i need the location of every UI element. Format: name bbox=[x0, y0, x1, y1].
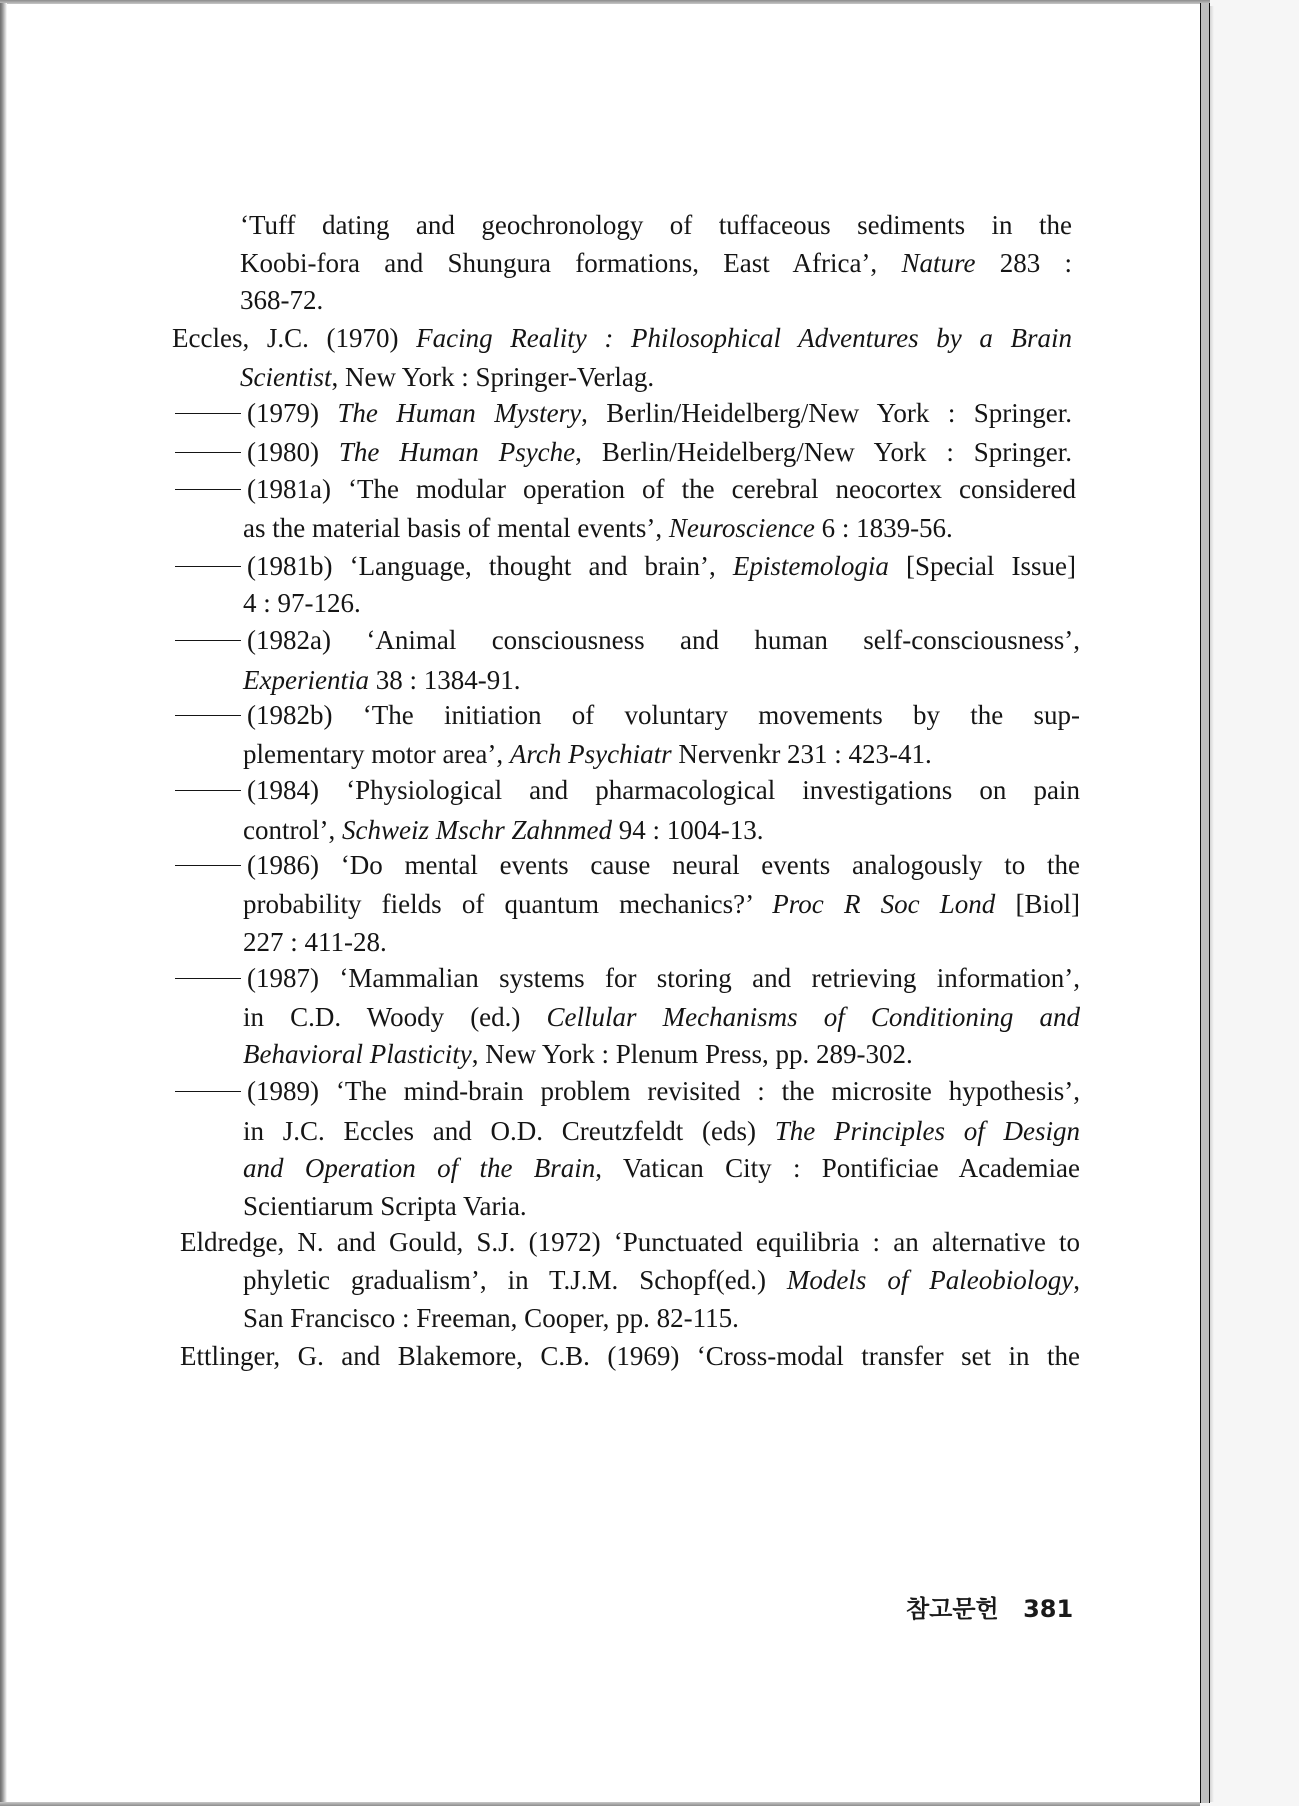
reference-text: Eccles, J.C. (1970) bbox=[172, 323, 417, 353]
italic-title: Nature bbox=[901, 248, 976, 278]
reference-text: plementary motor area’, bbox=[243, 739, 510, 769]
italic-title: The Human Psyche bbox=[338, 437, 576, 467]
reference-text: (1982a) ‘Animal consciousness and human self-consciousness’, bbox=[247, 625, 1080, 655]
reference-entry-continuation bbox=[175, 963, 1080, 993]
reference-text: Nervenkr 231 : 423-41. bbox=[671, 739, 932, 769]
reference-line bbox=[240, 248, 1072, 278]
reference-text: as the material basis of mental events’, bbox=[243, 513, 669, 543]
reference-line bbox=[243, 1265, 1080, 1295]
reference-text: , bbox=[1073, 1265, 1080, 1295]
reference-entry-continuation bbox=[175, 625, 1080, 655]
page-stack-edge bbox=[1200, 3, 1210, 1803]
reference-text: , Berlin/Heidelberg/New York : Springer. bbox=[581, 398, 1072, 428]
reference-text: Scientiarum Scripta Varia. bbox=[243, 1191, 527, 1221]
reference-text: 227 : 411-28. bbox=[243, 927, 387, 957]
reference-text: (1981a) ‘The modular operation of the cerebral neocortex considered bbox=[247, 474, 1076, 504]
reference-text: 4 : 97-126. bbox=[243, 588, 361, 618]
reference-text: (1989) ‘The mind-brain problem revisited : the microsite hypothesis’, bbox=[247, 1076, 1080, 1106]
reference-text: , Vatican City : Pontificiae Academiae bbox=[595, 1153, 1080, 1183]
reference-text: 6 : 1839-56. bbox=[814, 513, 953, 543]
reference-text: Koobi-fora and Shungura formations, East Africa’, bbox=[240, 248, 902, 278]
reference-line bbox=[243, 1191, 527, 1221]
reference-line bbox=[240, 285, 323, 315]
reference-line bbox=[243, 815, 763, 845]
italic-title: Proc R Soc Lond bbox=[772, 889, 996, 919]
page-shadow bbox=[1210, 6, 1214, 1802]
reference-line bbox=[240, 210, 1072, 240]
ditto-dash bbox=[175, 1091, 241, 1092]
reference-text: (1986) ‘Do mental events cause neural events analogously to the bbox=[247, 850, 1080, 880]
reference-text: 38 : 1384-91. bbox=[368, 665, 521, 695]
reference-line bbox=[180, 1227, 1080, 1257]
reference-entry-continuation bbox=[175, 474, 1076, 504]
ditto-dash bbox=[175, 865, 241, 866]
reference-line bbox=[243, 739, 932, 769]
reference-line bbox=[243, 1002, 1080, 1032]
reference-text: ‘Tuff dating and geochronology of tuffaceous sediments in the bbox=[240, 210, 1072, 240]
reference-entry-continuation bbox=[175, 398, 1072, 428]
page-border-bottom bbox=[0, 1802, 1200, 1806]
italic-title: Behavioral Plasticity bbox=[243, 1039, 472, 1069]
reference-text: 94 : 1004-13. bbox=[611, 815, 764, 845]
ditto-dash bbox=[175, 790, 241, 791]
page-number: 381 bbox=[1023, 1595, 1074, 1623]
reference-entry-continuation bbox=[175, 551, 1076, 581]
reference-line bbox=[243, 1039, 913, 1069]
reference-line bbox=[243, 665, 520, 695]
ditto-dash bbox=[175, 413, 241, 414]
reference-text: (1979) bbox=[247, 398, 338, 428]
reference-text: Eldredge, N. and Gould, S.J. (1972) ‘Punctuated equilibria : an alternative to bbox=[180, 1227, 1080, 1257]
italic-title: Facing Reality : Philosophical Adventures by a Brain bbox=[416, 323, 1072, 353]
reference-text: , New York : Plenum Press, pp. 289-302. bbox=[471, 1039, 913, 1069]
reference-text: , New York : Springer-Verlag. bbox=[331, 362, 655, 392]
document-page bbox=[7, 4, 1200, 1802]
italic-title: Schweiz Mschr Zahnmed bbox=[341, 815, 612, 845]
italic-title: and Operation of the Brain bbox=[243, 1153, 596, 1183]
reference-text: (1981b) ‘Language, thought and brain’, bbox=[247, 551, 733, 581]
ditto-dash bbox=[175, 640, 241, 641]
reference-line bbox=[243, 588, 361, 618]
reference-line bbox=[243, 927, 387, 957]
reference-line bbox=[243, 513, 953, 543]
ditto-dash bbox=[175, 978, 241, 979]
reference-text: , Berlin/Heidelberg/New York : Springer. bbox=[575, 437, 1072, 467]
reference-line bbox=[243, 1303, 739, 1333]
reference-entry-continuation bbox=[175, 437, 1072, 467]
reference-text: [Biol] bbox=[995, 889, 1080, 919]
italic-title: The Principles of Design bbox=[774, 1116, 1080, 1146]
italic-title: Models of Paleobiology bbox=[786, 1265, 1074, 1295]
reference-text: (1984) ‘Physiological and pharmacological investigations on pain bbox=[247, 775, 1080, 805]
reference-text: 368-72. bbox=[240, 285, 324, 315]
italic-title: Neuroscience bbox=[668, 513, 815, 543]
ditto-dash bbox=[175, 715, 241, 716]
italic-title: Arch Psychiatr bbox=[509, 739, 672, 769]
reference-text: in J.C. Eccles and O.D. Creutzfeldt (eds) bbox=[243, 1116, 775, 1146]
italic-title: Epistemologia bbox=[732, 551, 889, 581]
page-border-left bbox=[0, 3, 7, 1803]
reference-line bbox=[172, 323, 1072, 353]
reference-text: Ettlinger, G. and Blakemore, C.B. (1969) ‘Cross-modal transfer set in the bbox=[180, 1341, 1080, 1371]
reference-line bbox=[243, 889, 1080, 919]
reference-entry-continuation bbox=[175, 775, 1080, 805]
reference-text: (1980) bbox=[247, 437, 339, 467]
reference-line bbox=[240, 362, 654, 392]
ditto-dash bbox=[175, 566, 241, 567]
italic-title: The Human Mystery bbox=[337, 398, 582, 428]
reference-line bbox=[243, 1153, 1080, 1183]
page-footer bbox=[906, 1589, 1073, 1624]
reference-text: San Francisco : Freeman, Cooper, pp. 82-115. bbox=[243, 1303, 739, 1333]
reference-text: control’, bbox=[243, 815, 342, 845]
reference-entry-continuation bbox=[175, 700, 1080, 730]
reference-entry-continuation bbox=[175, 850, 1080, 880]
reference-text: 283 : bbox=[975, 248, 1072, 278]
reference-line bbox=[243, 1116, 1080, 1146]
section-title: 참고문헌 bbox=[906, 1595, 999, 1623]
reference-text: (1987) ‘Mammalian systems for storing and retrieving information’, bbox=[247, 963, 1080, 993]
reference-text: probability fields of quantum mechanics?’ bbox=[243, 889, 773, 919]
reference-entry-continuation bbox=[175, 1076, 1080, 1106]
reference-text: phyletic gradualism’, in T.J.M. Schopf(ed.) bbox=[243, 1265, 787, 1295]
reference-text: (1982b) ‘The initiation of voluntary movements by the sup- bbox=[247, 700, 1080, 730]
reference-line bbox=[180, 1341, 1080, 1371]
italic-title: Experientia bbox=[243, 665, 369, 695]
ditto-dash bbox=[175, 452, 241, 453]
italic-title: Scientist bbox=[240, 362, 332, 392]
reference-text: in C.D. Woody (ed.) bbox=[243, 1002, 547, 1032]
ditto-dash bbox=[175, 489, 241, 490]
reference-text: [Special Issue] bbox=[888, 551, 1076, 581]
italic-title: Cellular Mechanisms of Conditioning and bbox=[546, 1002, 1080, 1032]
